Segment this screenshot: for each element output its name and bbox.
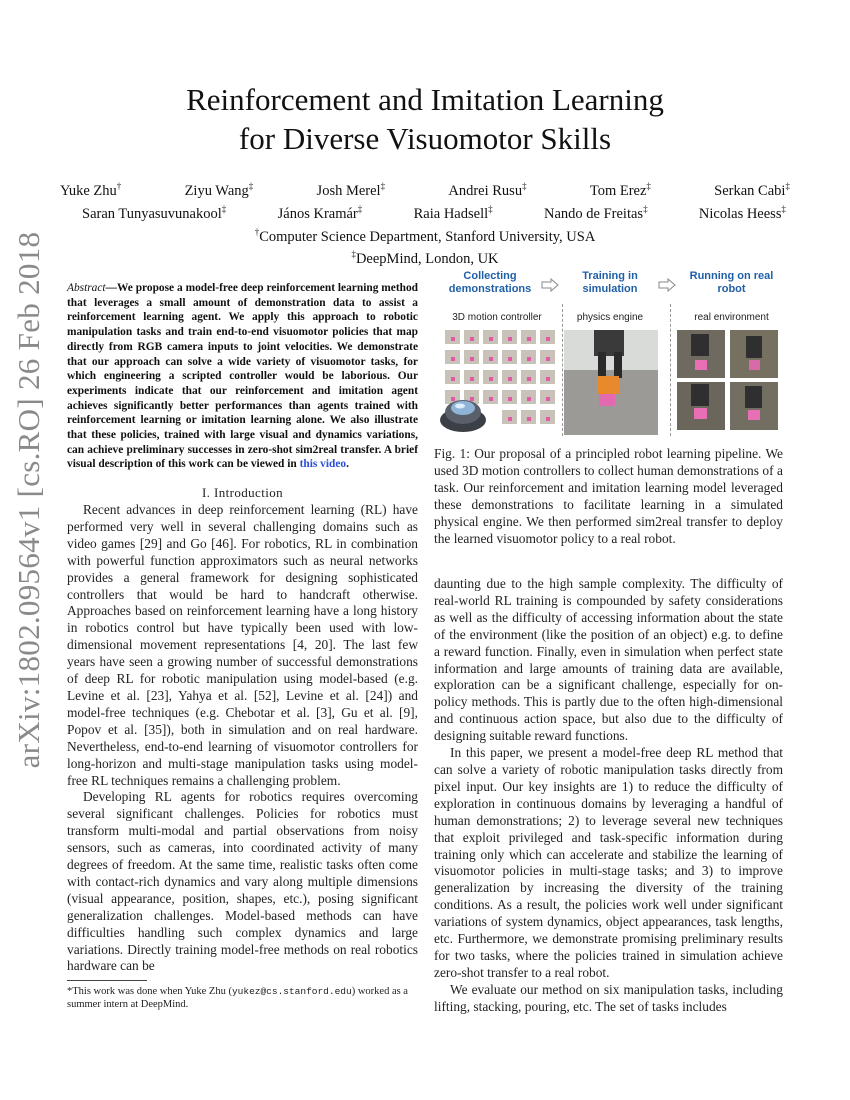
section-heading: I. Introduction [201, 485, 284, 500]
stage-running-title: Running on real robot [689, 270, 774, 295]
author: Josh Merel‡ [316, 181, 386, 199]
demo-thumbnail [540, 330, 555, 344]
author: Serkan Cabi‡ [714, 181, 790, 199]
abstract-label: Abstract [67, 282, 106, 294]
author: Nando de Freitas‡ [544, 203, 648, 222]
demo-thumbnail [521, 350, 536, 364]
demo-thumbnail [483, 350, 498, 364]
author: Andrei Rusu‡ [448, 181, 527, 199]
real-robot-image [677, 382, 725, 430]
author-block [60, 177, 790, 268]
demo-thumbnail [502, 330, 517, 344]
figure-pipeline [434, 270, 783, 440]
author: Nicolas Heess‡ [698, 203, 786, 222]
simulation-image [564, 330, 658, 435]
divider [670, 304, 671, 436]
demo-thumbnail [445, 370, 460, 384]
real-robot-image [677, 330, 725, 378]
demo-thumbnail [445, 330, 460, 344]
demo-thumbnail [502, 410, 517, 424]
demo-thumbnail [464, 330, 479, 344]
footnote: *This work was done when Yuke Zhu (yukez@cs.stanford.edu) worked as a summer intern at DeepMind. [67, 986, 408, 1010]
title-line-1: Reinforcement and Imitation Learning [186, 82, 664, 117]
demo-thumbnail [483, 370, 498, 384]
real-robot-image [730, 382, 778, 430]
author: Ziyu Wang‡ [184, 181, 254, 199]
author: Yuke Zhu† [60, 181, 122, 199]
demo-thumbnail [521, 390, 536, 404]
demo-thumbnail [502, 370, 517, 384]
paragraph: Developing RL agents for robotics requires overcoming several significant challenges. Policies for robotics must transform multi-modal and partial observations from noisy sensors, such as cameras, into coordinated activity of many degrees of freedom. At the same time, realistic tasks often come with contact-rich dynamics and vary along multiple dimensions (visual appearance, position, shapes, etc.), posing significant generalization challenges. Model-based methods can have difficulties handling such complex dynamics and large variations. Directly training model-free methods on real robotics hardware can be [67, 789, 418, 974]
arxiv-stamp-text: arXiv:1802.09564v1 [cs.RO] 26 Feb 2018 [11, 231, 46, 769]
stage-running-label: real environment [694, 312, 769, 323]
arrow-right-icon [541, 278, 559, 292]
demo-thumbnail [502, 350, 517, 364]
motion-controller-image [438, 390, 488, 434]
demo-thumbnail [540, 370, 555, 384]
abstract-text: —We propose a model-free deep reinforcement learning method that leverages a small amount of demonstration data to assist a reinforcement learning agent. We apply this approach to robotic manipulation tasks and train end-to-end visuomotor policies that map directly from RGB camera inputs to joint velocities. We demonstrate that our approach can solve a wide variety of visuomotor tasks, for which engineering a scripted controller would be laborious. Our experiments indicate that our reinforcement and imitation agent achieves significantly better performances than agents trained with reinforcement learning or imitation learning alone. We also illustrate that these policies, trained with large visual and dynamics variations, can achieve preliminary successes in zero-shot sim2real transfer. A brief visual description of this work can be viewed in [67, 282, 418, 471]
figure-caption: Fig. 1: Our proposal of a principled robot learning pipeline. We used 3D motion controllers to collect human demonstrations of a task. Our reinforcement and imitation learning model leveraged these demonstrations to facilitate learning in a simulated physical engine. We then performed sim2real transfer to deploy the learned visuomotor policy to a real robot. [434, 446, 783, 546]
demo-thumbnail [483, 330, 498, 344]
title-line-2: for Diverse Visuomotor Skills [238, 121, 612, 156]
affiliation: †Computer Science Department, Stanford University, USA [254, 226, 596, 245]
author: Tom Erez‡ [589, 181, 651, 199]
authors-row-1 [60, 177, 790, 200]
authors-row-2 [60, 200, 790, 223]
demo-thumbnail [464, 370, 479, 384]
video-link[interactable]: this video [299, 458, 347, 471]
demo-thumbnail [521, 410, 536, 424]
demo-thumbnail [502, 390, 517, 404]
stage-training-title: Training in simulation [582, 270, 638, 295]
paragraph: In this paper, we present a model-free deep RL method that can solve a variety of robotic manipulation tasks directly from pixel input. Our key insights are 1) to reduce the difficulty of exploration in continuous domains by leveraging a handful of human demonstrations; 2) to leverage several new techniques that exploit privileged and task-specific information during training only which can accelerate and stabilize the learning of visuomotor policies in multi-stage tasks; and 3) to improve generalization by increasing the diversity of the training conditions. As a result, the policies work well under significant variations of system dynamics, object appearances, task lengths, etc. Furthermore, we demonstrate promising preliminary results for two tasks, where the policies trained in simulation achieve zero-shot transfer to a real robot. [434, 745, 783, 980]
demo-thumbnail [540, 410, 555, 424]
arrow-right-icon [658, 278, 676, 292]
demo-thumbnail [540, 390, 555, 404]
author: Saran Tunyasuvunakool‡ [82, 203, 227, 222]
demo-thumbnail [445, 350, 460, 364]
author: Raia Hadsell‡ [413, 203, 493, 222]
demo-thumbnail [521, 370, 536, 384]
paragraph: Recent advances in deep reinforcement learning (RL) have performed very well in several challenging domains such as video games [29] and Go [46]. For robotics, RL in combination with powerful function approximators such as neural networks provides a general framework for designing sophisticated controllers that would be hard to handcraft otherwise. Approaches based on reinforcement learning have a long history in robotics control but have typically been used with low-dimensional movement representations [4, 20]. The last few years have seen a growing number of successful demonstrations of deep RL for robotic manipulation using model-based (e.g. Levine et al. [23], Yahya et al. [52], Levine et al. [24]) and model-free techniques (e.g. Chebotar et al. [3], Gu et al. [9], Popov et al. [35]), both in simulation and on real hardware. Nevertheless, end-to-end learning of visuomotor controllers for long-horizon and multi-stage manipulation tasks using model-free RL techniques remains a challenging problem. [67, 502, 418, 788]
stage-training-label: physics engine [576, 312, 644, 323]
demo-thumbnail [464, 350, 479, 364]
demo-thumbnail [521, 330, 536, 344]
arxiv-stamp [8, 231, 50, 769]
real-robot-image [730, 330, 778, 378]
affiliation: ‡DeepMind, London, UK [351, 249, 499, 268]
right-column [434, 576, 783, 1016]
demo-thumbnail [540, 350, 555, 364]
paper-title [0, 80, 850, 158]
stage-collecting-label: 3D motion controller [452, 312, 542, 323]
stage-collecting-title: Collecting demonstrations [448, 270, 532, 295]
author: János Kramár‡ [277, 203, 363, 222]
left-column [67, 502, 418, 975]
paragraph: daunting due to the high sample complexity. The difficulty of real-world RL training is compounded by safety considerations as well as the difficulty of accessing information about the state of the environment (like the position of an object) e.g. to define a reward function. Finally, even in simulation when perfect state information and large amounts of training data are available, exploration can be a significant challenge, especially for on-policy methods. This is partly due to the often high-dimensional and continuous action space, but also due to the difficulty of designing suitable reward functions. [434, 576, 783, 744]
paragraph: We evaluate our method on six manipulation tasks, including lifting, stacking, pouring, etc. The set of tasks includes [434, 981, 783, 1014]
footnote-email: yukez@cs.stanford.edu [231, 986, 352, 997]
abstract: Abstract—We propose a model-free deep reinforcement learning method that leverages a small amount of demonstration data to assist a reinforcement learning agent. We apply this approach to robotic manipulation tasks and train end-to-end visuomotor policies that map directly from RGB camera inputs to joint velocities. We demonstrate that our approach can solve a wide variety of visuomotor tasks, for which engineering a scripted controller would be laborious. Our experiments indicate that our reinforcement and imitation agent achieves significantly better performances than agents trained with reinforcement learning or imitation learning alone. We also illustrate that these policies, trained with large visual and dynamics variations, can achieve preliminary successes in zero-shot sim2real transfer. A brief visual description of this work can be viewed in this video. [67, 282, 418, 471]
footnote-rule [67, 980, 147, 981]
divider [562, 304, 563, 436]
